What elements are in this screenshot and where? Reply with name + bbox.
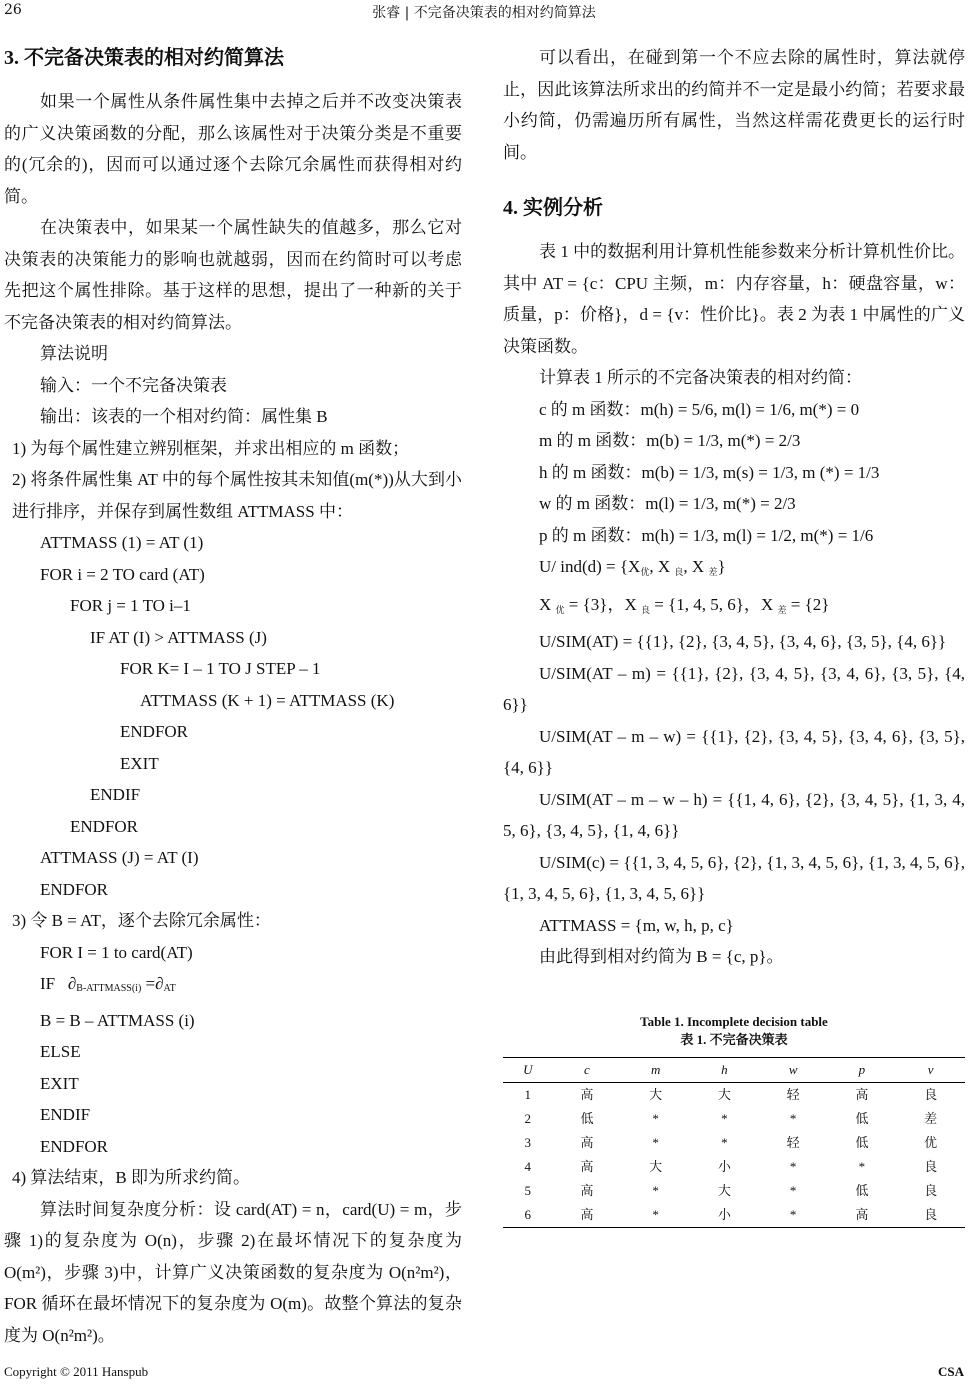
code-if-line: IF $\partial_{B-ATTMASS(i)} =\partial_{AT}$ bbox=[40, 974, 176, 994]
table-cell: * bbox=[789, 1110, 797, 1126]
table-header-cell: c bbox=[584, 1061, 590, 1077]
table-cell: 高 bbox=[580, 1182, 594, 1198]
uind-prefix: U/ ind(d) = {X bbox=[539, 557, 641, 576]
result-line: 由此得到相对约简为 B = {c, p}。 bbox=[539, 947, 784, 966]
code-if-keyword: IF bbox=[40, 974, 56, 993]
table-cell: * bbox=[721, 1134, 728, 1150]
table-cell: 高 bbox=[580, 1086, 594, 1102]
code-line: ATTMASS (1) = AT (1) bbox=[40, 533, 204, 552]
sim-line: U/SIM(AT – m – w) = {{1}, {2}, {3, 4, 5}, {3, 4, 6}, {3, 5}, {4, 6}} bbox=[503, 726, 965, 777]
table-cell: 1 bbox=[524, 1086, 532, 1102]
table-cell: 低 bbox=[855, 1110, 869, 1126]
right-column bbox=[503, 38, 965, 1228]
table-cell: 3 bbox=[524, 1134, 532, 1150]
table-cell: * bbox=[652, 1206, 659, 1222]
table-cell: 低 bbox=[580, 1110, 594, 1126]
x-subscript: 良 bbox=[641, 604, 651, 615]
table-row bbox=[503, 1082, 965, 1107]
code-line: ENDFOR bbox=[40, 879, 109, 899]
table-header-cell: p bbox=[858, 1061, 866, 1077]
table-cell: 高 bbox=[580, 1206, 594, 1222]
table-header-cell: w bbox=[788, 1061, 798, 1077]
page-header bbox=[0, 0, 968, 26]
table-cell: 低 bbox=[855, 1182, 869, 1198]
table-cell: 良 bbox=[924, 1158, 938, 1174]
page-number: 26 bbox=[4, 2, 22, 18]
attmass-line: ATTMASS = {m, w, h, p, c} bbox=[539, 915, 734, 935]
table-row bbox=[503, 1131, 965, 1155]
copyright: Copyright © 2011 Hanspub bbox=[4, 1364, 149, 1379]
algorithm-step3: 3) 令 B = AT，逐个去除冗余属性： bbox=[12, 911, 271, 930]
table-cell: 大 bbox=[649, 1086, 663, 1102]
page-footer bbox=[0, 1360, 968, 1386]
table-cell: 小 bbox=[717, 1206, 731, 1222]
table-cell: 小 bbox=[717, 1158, 731, 1174]
algorithm-output: 输出：该表的一个相对约简：属性集 B bbox=[40, 407, 328, 426]
table-cell: 高 bbox=[580, 1158, 594, 1174]
code-line: ENDIF bbox=[90, 785, 141, 804]
table-cell: 低 bbox=[855, 1134, 869, 1150]
algorithm-input: 输入：一个不完备决策表 bbox=[40, 375, 227, 395]
table-body bbox=[503, 1082, 965, 1227]
table-cell: * bbox=[652, 1134, 659, 1150]
partial-symbol: ∂ bbox=[155, 974, 164, 993]
table-cell: * bbox=[789, 1206, 797, 1222]
table-cell: * bbox=[789, 1182, 797, 1198]
partial-subscript: AT bbox=[163, 983, 176, 994]
table-cell: 5 bbox=[524, 1182, 532, 1198]
x-values-line: X 优 = {3}，X 良 = {1, 4, 5, 6}，X 差 = {2} bbox=[539, 594, 830, 615]
uind-line: U/ ind(d) = {X优, X 良, X 差} bbox=[539, 557, 726, 577]
partial-symbol: ∂ bbox=[67, 974, 77, 993]
table-cell: 大 bbox=[717, 1182, 731, 1198]
table-caption-en: Table 1. Incomplete decision table bbox=[640, 1013, 828, 1029]
running-title: 张睿 | 不完备决策表的相对约简算法 bbox=[372, 5, 596, 21]
table-cell: 高 bbox=[855, 1206, 869, 1222]
complexity-analysis: 算法时间复杂度分析：设 card(AT) = n，card(U) = m，步骤 1)的复杂度为 O(n)，步骤 2)在最坏情况下的复杂度为 O(m²)，步骤 3)中，计算广义决策函数的复杂度为 O(n²m²)，FOR 循环在最坏情况下的复杂度为 O(m)。故整个算法的复杂度为 O(n²m²)。 bbox=[4, 1199, 462, 1345]
table-cell: * bbox=[858, 1158, 866, 1174]
code-line: ENDFOR bbox=[40, 1136, 109, 1156]
m-function: c 的 m 函数：m(h) = 5/6, m(l) = 1/6, m(*) = 0 bbox=[539, 399, 860, 419]
code-line: ENDFOR bbox=[70, 816, 139, 836]
code-line: ATTMASS (K + 1) = ATTMASS (K) bbox=[140, 690, 395, 710]
table-cell: 高 bbox=[580, 1134, 594, 1150]
table-caption bbox=[503, 1013, 965, 1049]
section4-para2: 计算表 1 所示的不完备决策表的相对约简： bbox=[539, 368, 862, 387]
table-caption-zh: 表 1. 不完备决策表 bbox=[680, 1031, 788, 1047]
table-row bbox=[503, 1203, 965, 1228]
code-line: ENDFOR bbox=[120, 722, 189, 741]
code-line: ATTMASS (J) = AT (I) bbox=[40, 848, 199, 867]
table-row bbox=[503, 1179, 965, 1203]
decision-table bbox=[503, 1057, 965, 1228]
section3-para-end: 可以看出，在碰到第一个不应去除的属性时，算法就停止，因此该算法所求出的约简并不一定是最小约简；若要求最小约简，仍需遍历所有属性，当然这样需花费更长的运行时间。 bbox=[503, 48, 965, 162]
partial-subscript: B-ATTMASS(i) bbox=[76, 983, 142, 994]
x-subscript: 差 bbox=[777, 604, 787, 615]
table-cell: 良 bbox=[924, 1206, 938, 1222]
section3-heading: 3. 不完备决策表的相对约简算法 bbox=[4, 47, 284, 69]
m-function: w 的 m 函数：m(l) = 1/3, m(*) = 2/3 bbox=[539, 494, 796, 513]
algorithm-step4: 4) 算法结束，B 即为所求约简。 bbox=[12, 1168, 250, 1187]
code-line: ELSE bbox=[40, 1042, 81, 1061]
code-line: FOR K= I – 1 TO J STEP – 1 bbox=[120, 659, 321, 678]
table-cell: * bbox=[652, 1110, 659, 1126]
m-function: p 的 m 函数：m(h) = 1/3, m(l) = 1/2, m(*) = 1/6 bbox=[539, 525, 874, 545]
code-line: IF AT (I) > ATTMASS (J) bbox=[90, 627, 267, 647]
x-subscript: 差 bbox=[708, 567, 718, 577]
code-line: FOR I = 1 to card(AT) bbox=[40, 942, 193, 962]
section4-para1: 表 1 中的数据利用计算机性能参数来分析计算机性价比。其中 AT = {c：CPU 主频，m：内存容量，h：硬盘容量，w：质量，p：价格}，d = {v：性价比}。表 2 为表 1 中属性的广义决策函数。 bbox=[503, 242, 965, 356]
code-line: ENDIF bbox=[40, 1105, 91, 1124]
algorithm-title: 算法说明 bbox=[40, 344, 108, 363]
table-row bbox=[503, 1155, 965, 1179]
m-function: m 的 m 函数：m(b) = 1/3, m(*) = 2/3 bbox=[539, 431, 801, 450]
table-header-cell: U bbox=[523, 1061, 533, 1077]
section3-para2: 在决策表中，如果某一个属性缺失的值越多，那么它对决策表的决策能力的影响也就越弱，因而在约简时可以考虑先把这个属性排除。基于这样的思想，提出了一种新的关于不完备决策表的相对约简算法。 bbox=[4, 218, 462, 332]
sim-line: U/SIM(c) = {{1, 3, 4, 5, 6}, {2}, {1, 3, 4, 5, 6}, {1, 3, 4, 5, 6}, {1, 3, 4, 5, 6}, {1, 3, 4, 5, 6}} bbox=[503, 852, 965, 903]
code-line: B = B – ATTMASS (i) bbox=[40, 1010, 195, 1030]
x-subscript: 优 bbox=[640, 567, 650, 577]
table-cell: 4 bbox=[524, 1158, 532, 1174]
table-cell: 良 bbox=[924, 1086, 938, 1102]
sim-line: U/SIM(AT) = {{1}, {2}, {3, 4, 5}, {3, 4, 6}, {3, 5}, {4, 6}} bbox=[539, 632, 947, 651]
table-header-cell: h bbox=[721, 1061, 728, 1077]
table-cell: 大 bbox=[649, 1158, 663, 1174]
journal-abbrev: CSA bbox=[937, 1364, 964, 1379]
table-cell: 轻 bbox=[786, 1134, 800, 1150]
table-header-cell: v bbox=[927, 1061, 934, 1077]
table-cell: 差 bbox=[924, 1110, 938, 1126]
x-value: = {2} bbox=[790, 594, 830, 614]
x-value: = {1, 4, 5, 6}， bbox=[654, 594, 761, 614]
table-cell: 大 bbox=[717, 1086, 731, 1102]
section4-heading: 4. 实例分析 bbox=[503, 197, 603, 219]
algorithm-step1: 1) 为每个属性建立辨别框架，并求出相应的 m 函数； bbox=[12, 438, 410, 458]
table-cell: 2 bbox=[524, 1110, 532, 1126]
table-cell: 优 bbox=[924, 1134, 938, 1150]
table-row bbox=[503, 1107, 965, 1131]
table-cell: * bbox=[721, 1110, 728, 1126]
x-value: = {3}， bbox=[568, 594, 625, 614]
table-header-cell: m bbox=[650, 1061, 661, 1077]
code-line: FOR i = 2 TO card (AT) bbox=[40, 564, 205, 584]
algorithm-step2: 2) 将条件属性集 AT 中的每个属性按其未知值(m(*))从大到小进行排序，并保存到属性数组 ATTMASS 中： bbox=[12, 470, 462, 521]
m-function: h 的 m 函数：m(b) = 1/3, m(s) = 1/3, m (*) = 1/3 bbox=[539, 462, 880, 482]
table-cell: 轻 bbox=[786, 1086, 800, 1102]
table-cell: * bbox=[652, 1182, 659, 1198]
code-line: EXIT bbox=[120, 753, 159, 773]
left-column bbox=[4, 38, 462, 1351]
table-cell: 6 bbox=[524, 1206, 532, 1222]
table-header-row bbox=[503, 1057, 965, 1082]
code-line: EXIT bbox=[40, 1073, 79, 1093]
code-line: FOR j = 1 TO i–1 bbox=[70, 596, 191, 615]
table-cell: 高 bbox=[855, 1086, 869, 1102]
x-subscript: 优 bbox=[555, 604, 565, 615]
x-subscript: 良 bbox=[674, 567, 684, 577]
table-cell: * bbox=[789, 1158, 797, 1174]
table-cell: 良 bbox=[924, 1182, 938, 1198]
section3-para1: 如果一个属性从条件属性集中去掉之后并不改变决策表的广义决策函数的分配，那么该属性对于决策分类是不重要的(冗余的)，因而可以通过逐个去除冗余属性而获得相对约简。 bbox=[4, 92, 462, 206]
sim-line: U/SIM(AT – m) = {{1}, {2}, {3, 4, 5}, {3, 4, 6}, {3, 5}, {4, 6}} bbox=[503, 663, 965, 714]
sim-line: U/SIM(AT – m – w – h) = {{1, 4, 6}, {2}, {3, 4, 5}, {1, 3, 4, 5, 6}, {3, 4, 5}, {1, 4, 6}} bbox=[503, 789, 965, 840]
